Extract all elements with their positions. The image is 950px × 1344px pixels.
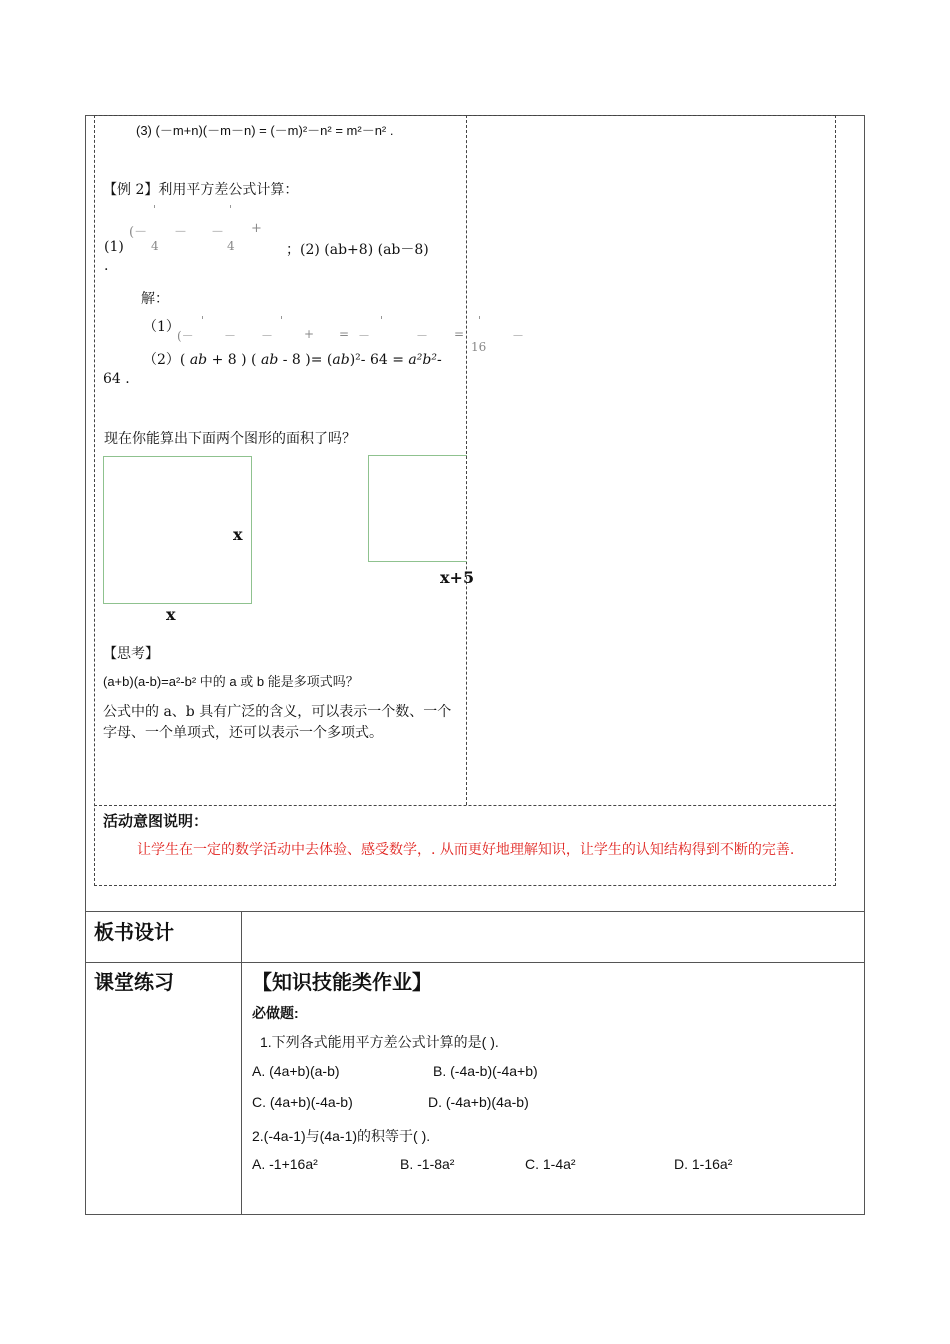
intent-title: 活动意图说明：: [103, 813, 209, 830]
sol2-ab-1: ab: [189, 352, 208, 368]
ex-frac1-bottom: 4: [151, 239, 159, 253]
practice-heading: 【知识技能类作业】: [252, 970, 432, 994]
sol2-line: [143, 349, 442, 369]
sol1-frac3-top: ': [380, 314, 384, 327]
dashed-frame-left: [94, 115, 95, 886]
sol1-eq-2: =: [454, 327, 465, 341]
table-left-border: [85, 115, 86, 1215]
question-2: 2.(-4a-1)与(4a-1)的积等于( ).: [252, 1128, 431, 1144]
q1-option-c: C. (4a+b)(-4a-b): [252, 1094, 353, 1110]
q1-option-b: B. (-4a-b)(-4a+b): [433, 1063, 538, 1079]
q1-option-d: D. (-4a+b)(4a-b): [428, 1094, 529, 1110]
sol1-minus-1: －: [224, 329, 237, 343]
area-question: 现在你能算出下面两个图形的面积了吗？: [104, 431, 356, 447]
ex-frac2-top: ': [229, 203, 233, 216]
q2-option-b: B. -1-8a²: [400, 1156, 455, 1172]
solution-label: 解：: [141, 291, 169, 307]
dashed-divider-intent: [94, 805, 836, 806]
square-bottom-label: x: [166, 605, 176, 624]
dashed-frame-right: [835, 115, 836, 886]
intent-text: 让学生在一定的数学活动中去体验、感受数学，. 从而更好地理解知识，让学生的认知结构得到不断的完善.: [137, 842, 795, 858]
sol2-ab-3: ab: [332, 352, 350, 368]
table-right-border: [864, 115, 865, 1215]
q2-option-d: D. 1-16a²: [674, 1156, 733, 1172]
board-design-label: 板书设计: [94, 920, 174, 944]
sol1-minus-4: －: [416, 329, 429, 343]
sol1-minus-2: －: [261, 329, 274, 343]
ex-minus-1: －: [174, 225, 188, 240]
table-bottom-border: [85, 1214, 865, 1215]
column-divider: [241, 911, 242, 1214]
ex-plus: +: [251, 221, 262, 236]
ex-frac1-top: ': [153, 203, 157, 216]
sol1-eq-1: =: [339, 327, 350, 341]
sol1-open-paren: (－: [177, 329, 194, 343]
ex-minus-2: －: [211, 225, 225, 240]
sol1-minus-3: －: [358, 329, 371, 343]
square-side-label: x: [233, 525, 243, 544]
row-divider-practice: [85, 962, 865, 963]
sol1-frac4-top: ': [478, 314, 482, 327]
sol1-frac-bottom: 16: [471, 340, 487, 354]
q1-option-a: A. (4a+b)(a-b): [252, 1063, 340, 1079]
sol1-frac2-top: ': [280, 314, 284, 327]
rectangle-figure: [368, 455, 467, 562]
practice-label: 课堂练习: [94, 970, 174, 994]
row-divider-board: [85, 911, 865, 912]
think-answer: 公式中的 a、b 具有广泛的含义，可以表示一个数、一个字母、一个单项式，还可以表示一个多项式。: [103, 704, 452, 741]
dashed-frame-bottom: [94, 885, 836, 886]
ex-frac2-bottom: 4: [227, 239, 235, 253]
think-title: 【思考】: [103, 646, 159, 662]
think-formula: (a+b)(a-b)=a²-b² 中的 a 或 b 能是多项式吗？: [103, 674, 359, 689]
q2-option-c: C. 1-4a²: [525, 1156, 576, 1172]
sol2-label: （2）(: [143, 352, 186, 368]
sol1-label: （1）: [143, 319, 180, 335]
ex-part2: ；(2) (ab+8) (ab－8): [286, 242, 429, 258]
ex-open-paren: (－: [129, 225, 148, 240]
sol1-minus-5: －: [512, 329, 525, 343]
ex-part1-label: (1): [104, 239, 124, 255]
sol1-plus: +: [304, 327, 315, 341]
question-1: 1.下列各式能用平方差公式计算的是( ).: [260, 1034, 499, 1050]
sol2-mid-1: + 8 ) (: [207, 352, 257, 368]
sol2-mid-2: - 8 )= (: [282, 352, 333, 368]
sol2-end: 64 .: [103, 371, 130, 387]
sol2-ab-2: ab: [260, 352, 279, 368]
ex-dot: .: [104, 258, 109, 274]
required-label: 必做题:: [252, 1005, 299, 1021]
dashed-frame-top: [94, 115, 836, 116]
rectangle-width-label: [440, 568, 475, 587]
example1-part3: (3) (－m+n)(－m－n) = (－m)²－n² = m²－n² .: [136, 123, 394, 138]
q2-option-a: A. -1+16a²: [252, 1156, 318, 1172]
square-figure: [103, 456, 252, 604]
sol2-rest: )²- 64 =: [349, 352, 404, 368]
rectangle-width-text: x+5: [440, 568, 475, 587]
example2-title: 【例 2】利用平方差公式计算：: [103, 182, 299, 198]
sol1-frac1-top: ': [201, 314, 205, 327]
sol2-result: a²b²-: [408, 352, 442, 368]
